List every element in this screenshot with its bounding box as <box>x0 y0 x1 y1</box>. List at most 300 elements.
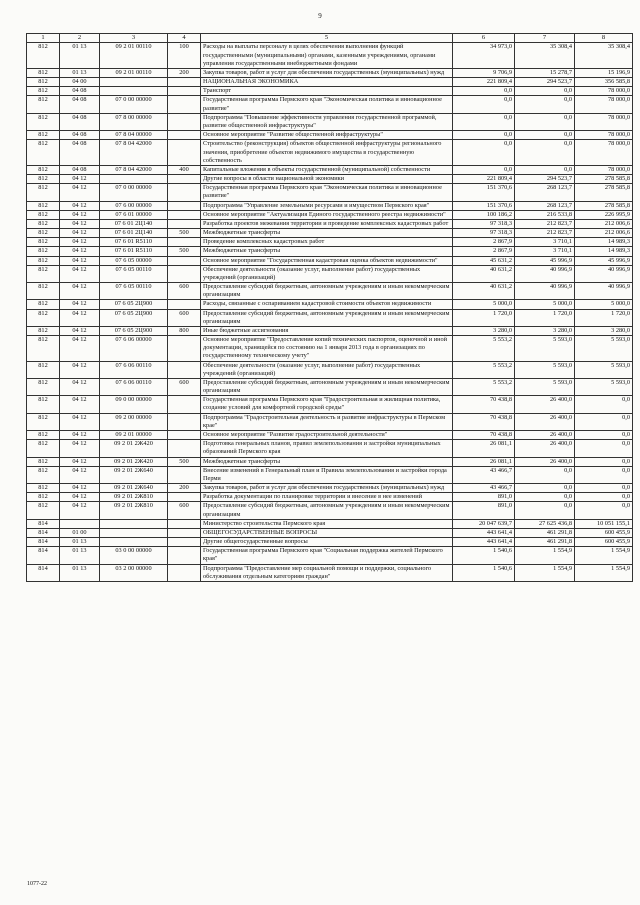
target-item-cell: 09 2 01 00110 <box>100 43 168 69</box>
target-item-cell: 07 6 01 2Ц140 <box>100 229 168 238</box>
table-row <box>27 184 633 201</box>
target-item-cell: 07 6 06 00110 <box>100 378 168 395</box>
amount-year2-cell: 212 823,7 <box>515 229 575 238</box>
amount-year1-cell: 2 867,9 <box>453 247 515 256</box>
table-row <box>27 336 633 362</box>
description-cell: Другие общегосударственные вопросы <box>201 538 453 547</box>
ministry-code-cell: 812 <box>27 265 60 282</box>
amount-year2-cell: 1 720,0 <box>515 309 575 326</box>
table-row <box>27 238 633 247</box>
description-cell: Основное мероприятие "Развитие общественной инфраструктуры" <box>201 131 453 140</box>
description-cell: Закупка товаров, работ и услуг для обеспечения государственных (муниципальных) нужд <box>201 484 453 493</box>
amount-year3-cell: 14 989,3 <box>575 247 633 256</box>
expense-type-cell: 600 <box>168 283 201 300</box>
amount-year1-cell: 221 809,4 <box>453 78 515 87</box>
description-cell: Расходы на выплаты персоналу в целях обеспечения выполнения функций государственными (муниципальными) органами, казенными учреждениями, органами управления государственными внебюджетными фондами <box>201 43 453 69</box>
description-cell: Основное мероприятие "Развитие градостроительной деятельности" <box>201 431 453 440</box>
expense-type-cell: 600 <box>168 502 201 519</box>
section-code-cell: 04 12 <box>60 396 100 413</box>
ministry-code-cell: 812 <box>27 431 60 440</box>
table-row <box>27 165 633 174</box>
description-cell: Государственная программа Пермского края "Экономическая политика и инновационное развитие" <box>201 96 453 113</box>
amount-year2-cell: 0,0 <box>515 484 575 493</box>
amount-year3-cell: 0,0 <box>575 431 633 440</box>
expense-type-cell <box>168 113 201 130</box>
amount-year3-cell: 0,0 <box>575 502 633 519</box>
amount-year1-cell: 97 318,3 <box>453 219 515 228</box>
ministry-code-cell: 812 <box>27 396 60 413</box>
table-row <box>27 300 633 309</box>
description-cell: Другие вопросы в области национальной экономики <box>201 175 453 184</box>
amount-year2-cell: 15 278,7 <box>515 68 575 77</box>
amount-year3-cell: 78 000,0 <box>575 87 633 96</box>
description-cell: Министерство строительства Пермского края <box>201 519 453 528</box>
ministry-code-cell: 812 <box>27 336 60 362</box>
table-row <box>27 493 633 502</box>
table-row <box>27 484 633 493</box>
amount-year2-cell: 0,0 <box>515 131 575 140</box>
expense-type-cell <box>168 564 201 581</box>
description-cell: Транспорт <box>201 87 453 96</box>
target-item-cell: 07 8 04 42000 <box>100 165 168 174</box>
expense-type-cell: 100 <box>168 43 201 69</box>
ministry-code-cell: 812 <box>27 256 60 265</box>
amount-year2-cell: 0,0 <box>515 502 575 519</box>
target-item-cell: 07 6 05 2Ц900 <box>100 300 168 309</box>
target-item-cell: 07 6 01 R5110 <box>100 247 168 256</box>
expense-type-cell: 500 <box>168 457 201 466</box>
expense-type-cell <box>168 78 201 87</box>
header-cell: 8 <box>575 34 633 43</box>
section-code-cell: 04 08 <box>60 165 100 174</box>
amount-year2-cell: 5 593,0 <box>515 378 575 395</box>
table-row <box>27 175 633 184</box>
target-item-cell: 09 2 00 00000 <box>100 413 168 430</box>
amount-year3-cell: 10 051 155,1 <box>575 519 633 528</box>
amount-year3-cell: 78 000,0 <box>575 113 633 130</box>
expense-type-cell: 500 <box>168 229 201 238</box>
amount-year1-cell: 70 438,8 <box>453 413 515 430</box>
section-code-cell: 04 08 <box>60 140 100 166</box>
amount-year3-cell: 1 554,9 <box>575 564 633 581</box>
table-row <box>27 140 633 166</box>
target-item-cell: 09 2 01 2Ж420 <box>100 457 168 466</box>
table-header <box>27 34 633 43</box>
amount-year3-cell: 278 585,8 <box>575 175 633 184</box>
expense-type-cell <box>168 131 201 140</box>
table-row <box>27 413 633 430</box>
amount-year3-cell: 600 455,9 <box>575 528 633 537</box>
amount-year2-cell: 216 533,8 <box>515 210 575 219</box>
amount-year1-cell: 0,0 <box>453 113 515 130</box>
amount-year1-cell: 9 706,9 <box>453 68 515 77</box>
target-item-cell: 09 2 01 00000 <box>100 431 168 440</box>
target-item-cell: 09 2 01 2Ж810 <box>100 502 168 519</box>
expense-type-cell <box>168 300 201 309</box>
amount-year1-cell: 43 466,7 <box>453 466 515 483</box>
amount-year2-cell: 35 308,4 <box>515 43 575 69</box>
ministry-code-cell: 812 <box>27 502 60 519</box>
ministry-code-cell: 812 <box>27 309 60 326</box>
section-code-cell: 04 08 <box>60 87 100 96</box>
amount-year3-cell: 600 455,9 <box>575 538 633 547</box>
header-cell: 1 <box>27 34 60 43</box>
target-item-cell <box>100 78 168 87</box>
amount-year1-cell: 0,0 <box>453 140 515 166</box>
description-cell: Разработка проектов межевания территории и проведение комплексных кадастровых работ <box>201 219 453 228</box>
expense-type-cell <box>168 538 201 547</box>
ministry-code-cell: 812 <box>27 175 60 184</box>
amount-year2-cell: 26 400,0 <box>515 431 575 440</box>
amount-year1-cell: 43 466,7 <box>453 484 515 493</box>
ministry-code-cell: 812 <box>27 283 60 300</box>
budget-table <box>26 33 633 582</box>
expense-type-cell <box>168 396 201 413</box>
expense-type-cell <box>168 210 201 219</box>
expense-type-cell <box>168 519 201 528</box>
expense-type-cell <box>168 256 201 265</box>
target-item-cell: 07 6 05 2Ц900 <box>100 326 168 335</box>
amount-year3-cell: 278 585,8 <box>575 201 633 210</box>
table-row <box>27 113 633 130</box>
ministry-code-cell: 812 <box>27 184 60 201</box>
target-item-cell: 07 0 00 00000 <box>100 184 168 201</box>
table-row <box>27 201 633 210</box>
description-cell: Внесение изменений в Генеральный план и Правила землепользования и застройки города Перми <box>201 466 453 483</box>
description-cell: Предоставление субсидий бюджетным, автономным учреждениям и иным некоммерческим организациям <box>201 309 453 326</box>
amount-year3-cell: 226 995,9 <box>575 210 633 219</box>
ministry-code-cell: 812 <box>27 326 60 335</box>
table-row <box>27 431 633 440</box>
table-row <box>27 229 633 238</box>
target-item-cell: 07 8 04 42000 <box>100 140 168 166</box>
table-row <box>27 309 633 326</box>
ministry-code-cell: 812 <box>27 68 60 77</box>
description-cell: Капитальные вложения в объекты государственной (муниципальной) собственности <box>201 165 453 174</box>
amount-year2-cell: 26 400,0 <box>515 457 575 466</box>
amount-year3-cell: 40 996,9 <box>575 265 633 282</box>
header-cell: 3 <box>100 34 168 43</box>
description-cell: Государственная программа Пермского края "Градостроительная и жилищная политика, создание условий для комфортной городской среды" <box>201 396 453 413</box>
section-code-cell: 04 12 <box>60 336 100 362</box>
amount-year3-cell: 1 554,9 <box>575 547 633 564</box>
ministry-code-cell: 812 <box>27 413 60 430</box>
amount-year3-cell: 35 308,4 <box>575 43 633 69</box>
section-code-cell: 04 12 <box>60 440 100 457</box>
table-row <box>27 547 633 564</box>
ministry-code-cell: 812 <box>27 140 60 166</box>
target-item-cell: 07 0 00 00000 <box>100 96 168 113</box>
amount-year1-cell: 70 438,8 <box>453 431 515 440</box>
target-item-cell: 07 6 01 00000 <box>100 210 168 219</box>
table-row <box>27 440 633 457</box>
section-code-cell: 01 13 <box>60 547 100 564</box>
amount-year3-cell: 40 996,9 <box>575 283 633 300</box>
section-code-cell: 04 12 <box>60 229 100 238</box>
amount-year3-cell: 0,0 <box>575 413 633 430</box>
ministry-code-cell: 812 <box>27 131 60 140</box>
amount-year2-cell: 0,0 <box>515 87 575 96</box>
section-code-cell: 04 08 <box>60 131 100 140</box>
table-row <box>27 457 633 466</box>
amount-year3-cell: 0,0 <box>575 466 633 483</box>
target-item-cell: 07 6 00 00000 <box>100 201 168 210</box>
section-code-cell: 04 12 <box>60 265 100 282</box>
description-cell: Основное мероприятие "Актуализация Единого государственного реестра недвижимости" <box>201 210 453 219</box>
amount-year3-cell: 78 000,0 <box>575 165 633 174</box>
description-cell: Подпрограмма "Предоставление мер социальной помощи и поддержки, социального обслуживания отдельным категориям граждан" <box>201 564 453 581</box>
table-row <box>27 78 633 87</box>
description-cell: Предоставление субсидий бюджетным, автономным учреждениям и иным некоммерческим организациям <box>201 378 453 395</box>
section-code-cell: 01 13 <box>60 564 100 581</box>
section-code-cell: 04 12 <box>60 309 100 326</box>
description-cell: Проведение комплексных кадастровых работ <box>201 238 453 247</box>
ministry-code-cell: 812 <box>27 493 60 502</box>
ministry-code-cell: 812 <box>27 457 60 466</box>
description-cell: Государственная программа Пермского края "Социальная поддержка жителей Пермского края" <box>201 547 453 564</box>
description-cell: Разработка документации по планировке территории и внесение в нее изменений <box>201 493 453 502</box>
amount-year2-cell: 212 823,7 <box>515 219 575 228</box>
table-row <box>27 564 633 581</box>
expense-type-cell <box>168 466 201 483</box>
amount-year2-cell: 0,0 <box>515 493 575 502</box>
description-cell: Предоставление субсидий бюджетным, автономным учреждениям и иным некоммерческим организациям <box>201 283 453 300</box>
ministry-code-cell: 814 <box>27 564 60 581</box>
amount-year1-cell: 5 553,2 <box>453 336 515 362</box>
description-cell: Строительство (реконструкция) объектов общественной инфраструктуры регионального значения, приобретение объектов недвижимого имущества в государственную собственность <box>201 140 453 166</box>
amount-year1-cell: 3 280,0 <box>453 326 515 335</box>
ministry-code-cell: 812 <box>27 229 60 238</box>
amount-year3-cell: 78 000,0 <box>575 131 633 140</box>
target-item-cell: 09 2 01 2Ж420 <box>100 440 168 457</box>
amount-year3-cell: 0,0 <box>575 396 633 413</box>
amount-year2-cell: 294 523,7 <box>515 175 575 184</box>
expense-type-cell: 200 <box>168 484 201 493</box>
expense-type-cell <box>168 96 201 113</box>
section-code-cell: 01 13 <box>60 538 100 547</box>
description-cell: Основное мероприятие "Государственная кадастровая оценка объектов недвижимости" <box>201 256 453 265</box>
ministry-code-cell: 812 <box>27 87 60 96</box>
target-item-cell: 07 6 06 00000 <box>100 336 168 362</box>
expense-type-cell <box>168 493 201 502</box>
ministry-code-cell: 812 <box>27 210 60 219</box>
expense-type-cell <box>168 440 201 457</box>
expense-type-cell <box>168 528 201 537</box>
amount-year1-cell: 26 081,1 <box>453 457 515 466</box>
description-cell: Подпрограмма "Управление земельными ресурсами и имуществом Пермского края" <box>201 201 453 210</box>
section-code-cell: 04 12 <box>60 300 100 309</box>
section-code-cell: 04 12 <box>60 326 100 335</box>
amount-year3-cell: 5 593,0 <box>575 336 633 362</box>
amount-year1-cell: 5 000,0 <box>453 300 515 309</box>
amount-year1-cell: 443 641,4 <box>453 528 515 537</box>
expense-type-cell <box>168 201 201 210</box>
amount-year1-cell: 151 370,6 <box>453 184 515 201</box>
description-cell: Подпрограмма "Повышение эффективности управления государственной программой, развитие общественной инфраструктуры" <box>201 113 453 130</box>
section-code-cell: 04 12 <box>60 238 100 247</box>
expense-type-cell <box>168 413 201 430</box>
header-cell: 5 <box>201 34 453 43</box>
amount-year2-cell: 1 554,9 <box>515 564 575 581</box>
amount-year3-cell: 5 593,0 <box>575 361 633 378</box>
table-row <box>27 256 633 265</box>
table-row <box>27 326 633 335</box>
amount-year2-cell: 5 000,0 <box>515 300 575 309</box>
ministry-code-cell: 812 <box>27 43 60 69</box>
target-item-cell <box>100 519 168 528</box>
target-item-cell <box>100 538 168 547</box>
footer-code: 1077-22 <box>27 881 47 887</box>
section-code-cell: 04 12 <box>60 502 100 519</box>
amount-year3-cell: 78 000,0 <box>575 140 633 166</box>
amount-year2-cell: 0,0 <box>515 113 575 130</box>
ministry-code-cell: 812 <box>27 78 60 87</box>
table-row <box>27 361 633 378</box>
target-item-cell: 07 6 06 00110 <box>100 361 168 378</box>
expense-type-cell: 400 <box>168 165 201 174</box>
table-row <box>27 519 633 528</box>
amount-year1-cell: 0,0 <box>453 165 515 174</box>
section-code-cell: 04 12 <box>60 247 100 256</box>
section-code-cell: 04 12 <box>60 201 100 210</box>
section-code-cell: 04 12 <box>60 256 100 265</box>
amount-year1-cell: 151 370,6 <box>453 201 515 210</box>
section-code-cell: 04 12 <box>60 431 100 440</box>
ministry-code-cell: 812 <box>27 165 60 174</box>
amount-year1-cell: 97 318,3 <box>453 229 515 238</box>
amount-year3-cell: 212 006,6 <box>575 219 633 228</box>
amount-year1-cell: 891,0 <box>453 493 515 502</box>
expense-type-cell <box>168 219 201 228</box>
amount-year1-cell: 1 540,6 <box>453 547 515 564</box>
target-item-cell <box>100 87 168 96</box>
target-item-cell: 07 6 05 2Ц900 <box>100 309 168 326</box>
section-code-cell: 04 12 <box>60 493 100 502</box>
expense-type-cell <box>168 87 201 96</box>
amount-year1-cell: 40 631,2 <box>453 283 515 300</box>
table-row <box>27 502 633 519</box>
section-code-cell: 01 13 <box>60 43 100 69</box>
amount-year2-cell: 461 291,8 <box>515 528 575 537</box>
target-item-cell: 03 0 00 00000 <box>100 547 168 564</box>
section-code-cell: 04 12 <box>60 484 100 493</box>
expense-type-cell: 200 <box>168 68 201 77</box>
amount-year1-cell: 0,0 <box>453 96 515 113</box>
description-cell: НАЦИОНАЛЬНАЯ ЭКОНОМИКА <box>201 78 453 87</box>
amount-year1-cell: 221 809,4 <box>453 175 515 184</box>
description-cell: ОБЩЕГОСУДАРСТВЕННЫЕ ВОПРОСЫ <box>201 528 453 537</box>
ministry-code-cell: 812 <box>27 378 60 395</box>
section-code-cell: 04 12 <box>60 283 100 300</box>
ministry-code-cell: 812 <box>27 300 60 309</box>
section-code-cell: 04 12 <box>60 175 100 184</box>
section-code-cell: 04 12 <box>60 457 100 466</box>
amount-year2-cell: 26 400,0 <box>515 440 575 457</box>
section-code-cell: 04 12 <box>60 361 100 378</box>
expense-type-cell <box>168 184 201 201</box>
table-row <box>27 265 633 282</box>
ministry-code-cell: 812 <box>27 113 60 130</box>
amount-year3-cell: 5 000,0 <box>575 300 633 309</box>
amount-year2-cell: 461 291,8 <box>515 538 575 547</box>
amount-year2-cell: 294 523,7 <box>515 78 575 87</box>
ministry-code-cell: 814 <box>27 528 60 537</box>
ministry-code-cell: 814 <box>27 547 60 564</box>
section-code-cell: 04 12 <box>60 378 100 395</box>
ministry-code-cell: 814 <box>27 538 60 547</box>
expense-type-cell <box>168 336 201 362</box>
expense-type-cell: 500 <box>168 247 201 256</box>
amount-year1-cell: 5 553,2 <box>453 361 515 378</box>
amount-year3-cell: 78 000,0 <box>575 96 633 113</box>
section-code-cell: 04 08 <box>60 96 100 113</box>
expense-type-cell <box>168 431 201 440</box>
amount-year2-cell: 5 593,0 <box>515 336 575 362</box>
header-cell: 6 <box>453 34 515 43</box>
amount-year1-cell: 34 973,0 <box>453 43 515 69</box>
description-cell: Расходы, связанные с оспариванием кадастровой стоимости объектов недвижимости <box>201 300 453 309</box>
amount-year1-cell: 40 631,2 <box>453 265 515 282</box>
description-cell: Предоставление субсидий бюджетным, автономным учреждениям и иным некоммерческим организациям <box>201 502 453 519</box>
amount-year3-cell: 0,0 <box>575 457 633 466</box>
table-row <box>27 283 633 300</box>
section-code-cell: 04 08 <box>60 113 100 130</box>
section-code-cell: 04 00 <box>60 78 100 87</box>
header-cell: 4 <box>168 34 201 43</box>
expense-type-cell <box>168 175 201 184</box>
header-cell: 7 <box>515 34 575 43</box>
description-cell: Обеспечение деятельности (оказание услуг, выполнение работ) государственных учреждений (организаций) <box>201 265 453 282</box>
amount-year3-cell: 14 989,3 <box>575 238 633 247</box>
expense-type-cell <box>168 547 201 564</box>
expense-type-cell: 600 <box>168 378 201 395</box>
description-cell: Подготовка генеральных планов, правил землепользования и застройки муниципальных образований Пермского края <box>201 440 453 457</box>
target-item-cell: 07 6 05 00110 <box>100 283 168 300</box>
amount-year1-cell: 20 047 639,7 <box>453 519 515 528</box>
target-item-cell: 09 0 00 00000 <box>100 396 168 413</box>
amount-year1-cell: 100 186,2 <box>453 210 515 219</box>
expense-type-cell <box>168 140 201 166</box>
amount-year1-cell: 0,0 <box>453 131 515 140</box>
description-cell: Межбюджетные трансферты <box>201 457 453 466</box>
amount-year3-cell: 15 196,9 <box>575 68 633 77</box>
target-item-cell: 07 6 05 00000 <box>100 256 168 265</box>
amount-year3-cell: 0,0 <box>575 493 633 502</box>
amount-year3-cell: 212 006,6 <box>575 229 633 238</box>
amount-year2-cell: 0,0 <box>515 165 575 174</box>
amount-year2-cell: 3 710,1 <box>515 247 575 256</box>
amount-year3-cell: 5 593,0 <box>575 378 633 395</box>
target-item-cell: 09 2 01 2Ж640 <box>100 484 168 493</box>
description-cell: Государственная программа Пермского края "Экономическая политика и инновационное развитие" <box>201 184 453 201</box>
section-code-cell: 04 12 <box>60 210 100 219</box>
amount-year2-cell: 26 400,0 <box>515 413 575 430</box>
amount-year2-cell: 40 996,9 <box>515 283 575 300</box>
table-row <box>27 538 633 547</box>
expense-type-cell <box>168 238 201 247</box>
description-cell: Подпрограмма "Градостроительная деятельность и развитие инфраструктуры в Пермском крае" <box>201 413 453 430</box>
table-row <box>27 396 633 413</box>
amount-year1-cell: 70 438,8 <box>453 396 515 413</box>
amount-year1-cell: 26 081,1 <box>453 440 515 457</box>
ministry-code-cell: 812 <box>27 238 60 247</box>
target-item-cell <box>100 528 168 537</box>
amount-year2-cell: 0,0 <box>515 466 575 483</box>
section-code-cell: 01 00 <box>60 528 100 537</box>
header-cell: 2 <box>60 34 100 43</box>
amount-year3-cell: 356 585,8 <box>575 78 633 87</box>
target-item-cell: 07 6 01 2Ц140 <box>100 219 168 228</box>
